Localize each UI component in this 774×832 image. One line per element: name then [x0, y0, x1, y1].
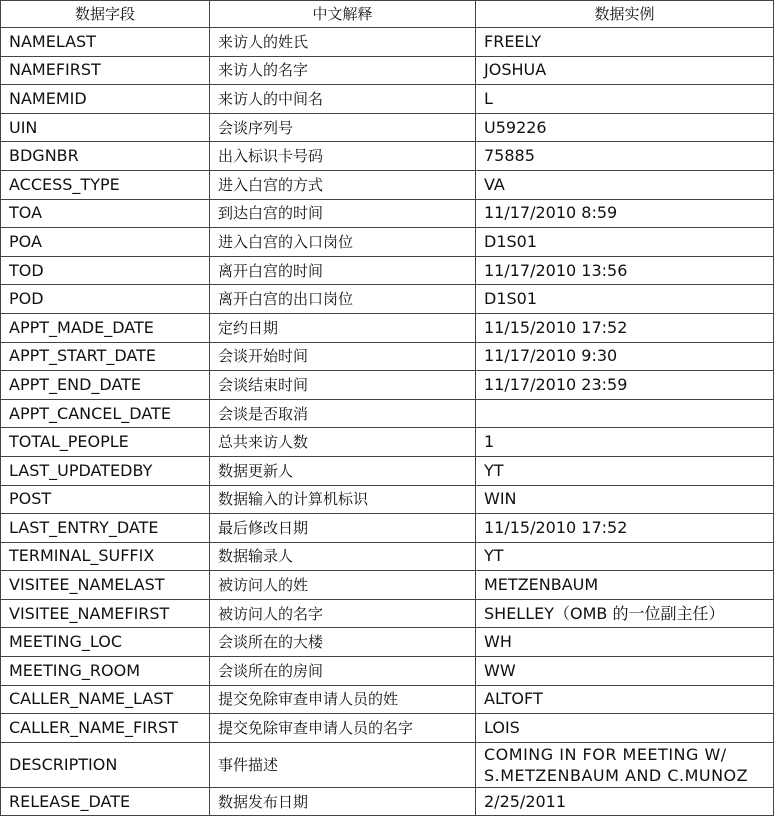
- example-cell: D1S01: [476, 228, 774, 257]
- table-row: [1, 113, 774, 142]
- explanation-cell: 数据输录人: [210, 542, 476, 571]
- field-cell: TOTAL_PEOPLE: [1, 428, 210, 457]
- table-row: [1, 628, 774, 657]
- field-cell: VISITEE_NAMEFIRST: [1, 599, 210, 628]
- example-cell: SHELLEY（OMB 的一位副主任）: [476, 599, 774, 628]
- field-cell: APPT_END_DATE: [1, 371, 210, 400]
- example-cell: ALTOFT: [476, 685, 774, 714]
- explanation-cell: 出入标识卡号码: [210, 142, 476, 171]
- header-field: 数据字段: [1, 1, 210, 28]
- explanation-cell: 数据输入的计算机标识: [210, 485, 476, 514]
- explanation-cell: 数据发布日期: [210, 787, 476, 816]
- table-row: [1, 199, 774, 228]
- example-cell: 2/25/2011: [476, 787, 774, 816]
- example-cell: WIN: [476, 485, 774, 514]
- explanation-cell: 会谈序列号: [210, 113, 476, 142]
- example-cell: 11/17/2010 8:59: [476, 199, 774, 228]
- field-cell: ACCESS_TYPE: [1, 170, 210, 199]
- field-cell: POA: [1, 228, 210, 257]
- explanation-cell: 来访人的名字: [210, 56, 476, 85]
- field-cell: CALLER_NAME_FIRST: [1, 714, 210, 743]
- table-row: [1, 285, 774, 314]
- explanation-cell: 会谈所在的大楼: [210, 628, 476, 657]
- header-chinese-explanation: 中文解释: [210, 1, 476, 28]
- field-cell: NAMELAST: [1, 28, 210, 57]
- example-cell: JOSHUA: [476, 56, 774, 85]
- table-row: [1, 256, 774, 285]
- table-row: [1, 371, 774, 400]
- example-cell: L: [476, 85, 774, 114]
- table-row: [1, 514, 774, 543]
- field-cell: APPT_START_DATE: [1, 342, 210, 371]
- field-cell: UIN: [1, 113, 210, 142]
- field-cell: POST: [1, 485, 210, 514]
- explanation-cell: 会谈结束时间: [210, 371, 476, 400]
- table-row: [1, 428, 774, 457]
- table-row: [1, 85, 774, 114]
- header-row: [1, 1, 774, 28]
- table-row: [1, 571, 774, 600]
- explanation-cell: 会谈开始时间: [210, 342, 476, 371]
- explanation-cell: 被访问人的名字: [210, 599, 476, 628]
- explanation-cell: 进入白宫的入口岗位: [210, 228, 476, 257]
- example-cell: FREELY: [476, 28, 774, 57]
- table-row: [1, 742, 774, 787]
- example-cell: [476, 399, 774, 428]
- explanation-cell: 到达白宫的时间: [210, 199, 476, 228]
- example-cell: 11/17/2010 23:59: [476, 371, 774, 400]
- field-cell: MEETING_LOC: [1, 628, 210, 657]
- example-cell: YT: [476, 542, 774, 571]
- example-cell: METZENBAUM: [476, 571, 774, 600]
- field-cell: NAMEMID: [1, 85, 210, 114]
- table-row: [1, 685, 774, 714]
- explanation-cell: 定约日期: [210, 313, 476, 342]
- explanation-cell: 提交免除审查申请人员的姓: [210, 685, 476, 714]
- table-body: [1, 28, 774, 816]
- explanation-cell: 事件描述: [210, 742, 476, 787]
- explanation-cell: 会谈所在的房间: [210, 657, 476, 686]
- example-cell: 75885: [476, 142, 774, 171]
- table-row: [1, 228, 774, 257]
- example-cell: WW: [476, 657, 774, 686]
- example-cell: 11/17/2010 13:56: [476, 256, 774, 285]
- table-row: [1, 542, 774, 571]
- table-row: [1, 485, 774, 514]
- example-cell: 1: [476, 428, 774, 457]
- field-cell: LAST_UPDATEDBY: [1, 456, 210, 485]
- field-cell: NAMEFIRST: [1, 56, 210, 85]
- table-row: [1, 456, 774, 485]
- example-cell: COMING IN FOR MEETING W/ S.METZENBAUM AND C.MUNOZ: [476, 742, 774, 787]
- table-row: [1, 170, 774, 199]
- explanation-cell: 数据更新人: [210, 456, 476, 485]
- field-cell: BDGNBR: [1, 142, 210, 171]
- explanation-cell: 会谈是否取消: [210, 399, 476, 428]
- field-cell: VISITEE_NAMELAST: [1, 571, 210, 600]
- explanation-cell: 被访问人的姓: [210, 571, 476, 600]
- field-cell: MEETING_ROOM: [1, 657, 210, 686]
- field-cell: POD: [1, 285, 210, 314]
- table-row: [1, 142, 774, 171]
- explanation-cell: 最后修改日期: [210, 514, 476, 543]
- example-cell: 11/17/2010 9:30: [476, 342, 774, 371]
- example-cell: WH: [476, 628, 774, 657]
- example-cell: LOIS: [476, 714, 774, 743]
- table-row: [1, 657, 774, 686]
- example-cell: D1S01: [476, 285, 774, 314]
- explanation-cell: 总共来访人数: [210, 428, 476, 457]
- field-cell: TOA: [1, 199, 210, 228]
- table-row: [1, 787, 774, 816]
- explanation-cell: 离开白宫的时间: [210, 256, 476, 285]
- explanation-cell: 进入白宫的方式: [210, 170, 476, 199]
- table-row: [1, 599, 774, 628]
- table-row: [1, 399, 774, 428]
- field-cell: APPT_MADE_DATE: [1, 313, 210, 342]
- table-row: [1, 342, 774, 371]
- example-cell: VA: [476, 170, 774, 199]
- field-cell: DESCRIPTION: [1, 742, 210, 787]
- field-cell: TOD: [1, 256, 210, 285]
- example-cell: 11/15/2010 17:52: [476, 313, 774, 342]
- field-cell: LAST_ENTRY_DATE: [1, 514, 210, 543]
- example-cell: 11/15/2010 17:52: [476, 514, 774, 543]
- example-cell: YT: [476, 456, 774, 485]
- explanation-cell: 来访人的中间名: [210, 85, 476, 114]
- field-cell: TERMINAL_SUFFIX: [1, 542, 210, 571]
- field-cell: CALLER_NAME_LAST: [1, 685, 210, 714]
- header-example: 数据实例: [476, 1, 774, 28]
- explanation-cell: 离开白宫的出口岗位: [210, 285, 476, 314]
- explanation-cell: 提交免除审查申请人员的名字: [210, 714, 476, 743]
- table-row: [1, 313, 774, 342]
- field-cell: APPT_CANCEL_DATE: [1, 399, 210, 428]
- table-row: [1, 28, 774, 57]
- field-cell: RELEASE_DATE: [1, 787, 210, 816]
- table-row: [1, 56, 774, 85]
- explanation-cell: 来访人的姓氏: [210, 28, 476, 57]
- example-cell: U59226: [476, 113, 774, 142]
- table-row: [1, 714, 774, 743]
